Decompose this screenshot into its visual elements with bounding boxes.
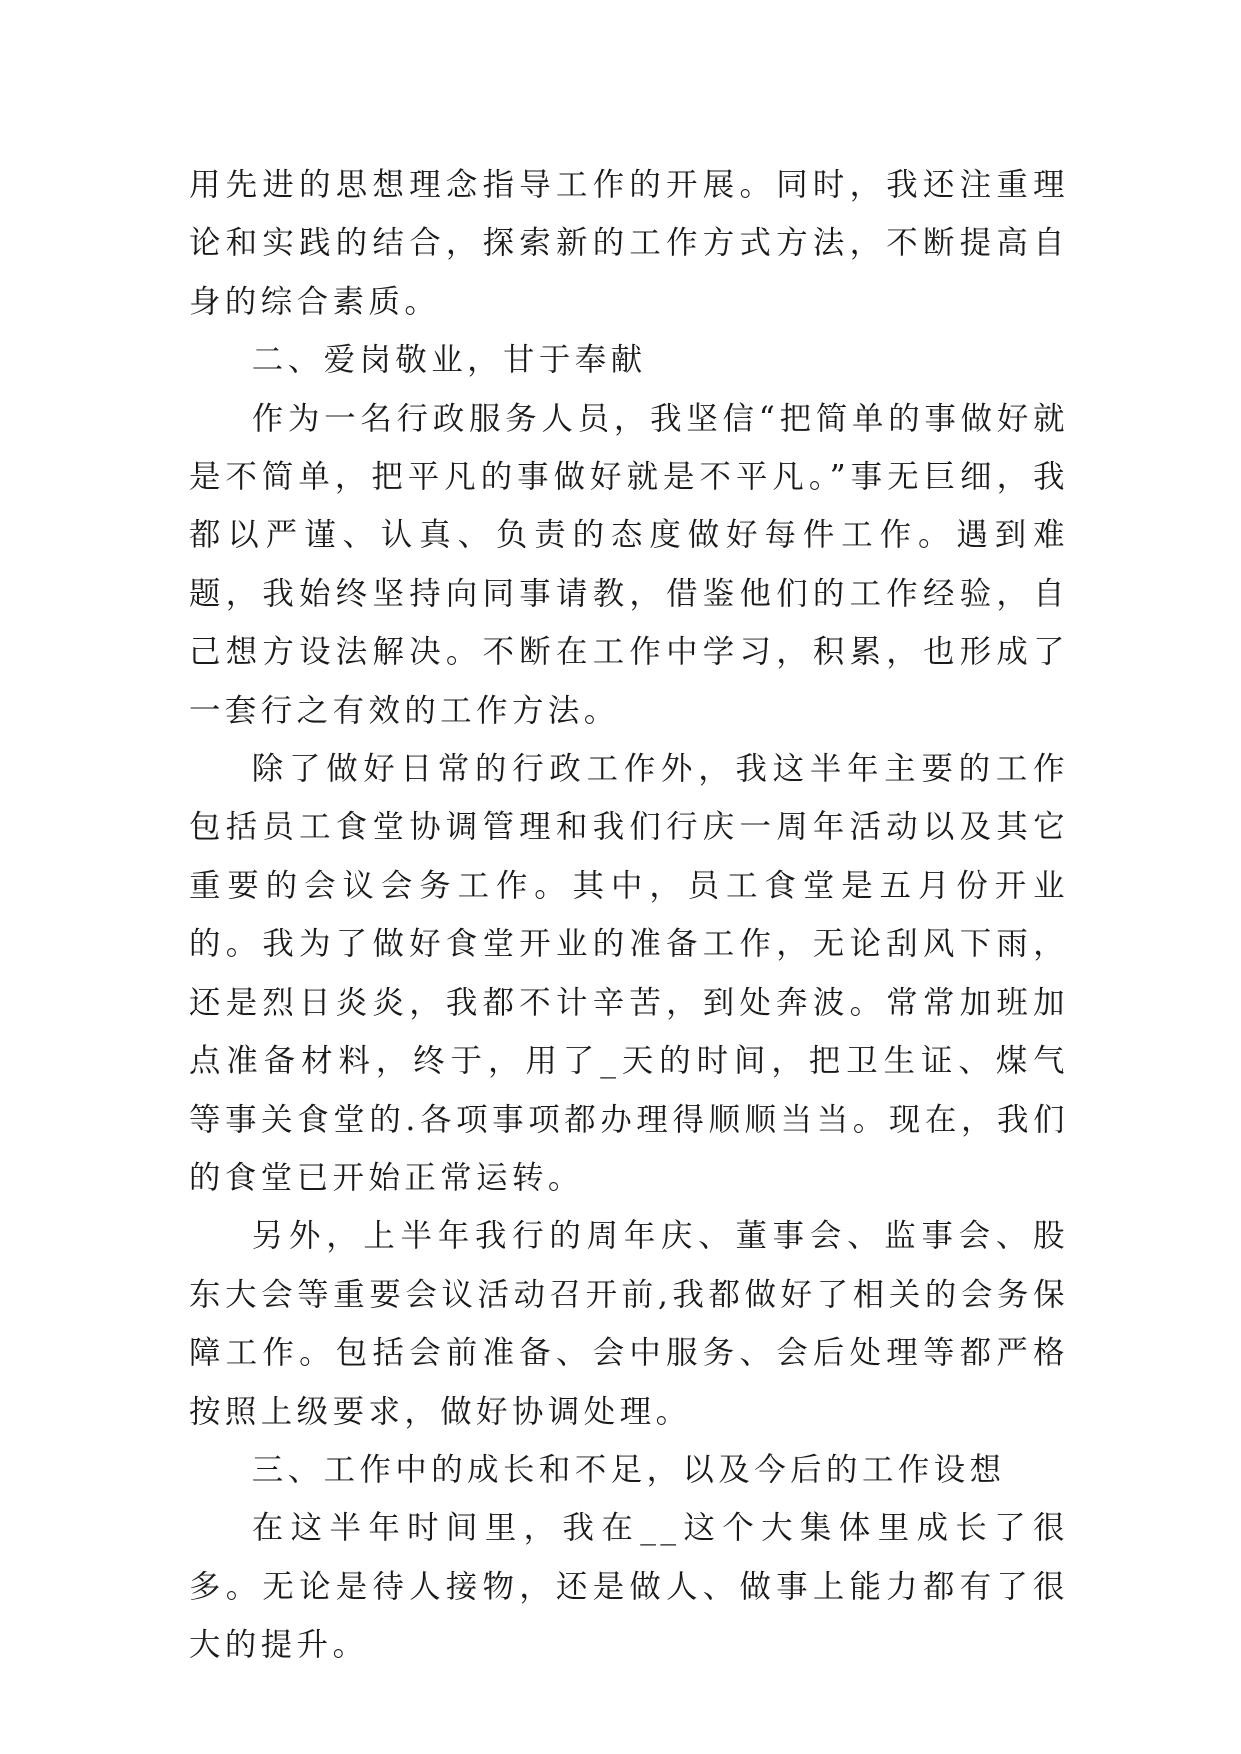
- paragraph-meetings: 另外，上半年我行的周年庆、董事会、监事会、股东大会等重要会议活动召开前,我都做好了相关的会务保障工作。包括会前准备、会中服务、会后处理等都严格按照上级要求，做好协调处理。: [189, 1218, 1069, 1430]
- document-body: [189, 156, 1069, 1675]
- paragraph-dedication: 作为一名行政服务人员，我坚信“把简单的事做好就是不简单，把平凡的事做好就是不平凡。”事无巨细，我都以严谨、认真、负责的态度做好每件工作。遇到难题，我始终坚持向同事请教，借鉴他们的工作经验，自己想方设法解决。不断在工作中学习，积累，也形成了一套行之有效的工作方法。: [189, 400, 1069, 729]
- paragraph-canteen: 除了做好日常的行政工作外，我这半年主要的工作包括员工食堂协调管理和我们行庆一周年活动以及其它重要的会议会务工作。其中，员工食堂是五月份开业的。我为了做好食堂开业的准备工作，无论刮风下雨，还是烈日炎炎，我都不计辛苦，到处奔波。常常加班加点准备材料，终于，用了_天的时间，把卫生证、煤气等事关食堂的.各项事项都办理得顺顺当当。现在，我们的食堂已开始正常运转。: [189, 751, 1069, 1196]
- paragraph-growth: 在这半年时间里，我在__这个大集体里成长了很多。无论是待人接物，还是做人、做事上能力都有了很大的提升。: [189, 1510, 1069, 1664]
- paragraph-continuation: 用先进的思想理念指导工作的开展。同时，我还注重理论和实践的结合，探索新的工作方式方法，不断提高自身的综合素质。: [189, 167, 1069, 320]
- section-heading-2: 二、爱岗敬业，甘于奉献: [251, 342, 647, 379]
- section-heading-3: 三、工作中的成长和不足，以及今后的工作设想: [251, 1451, 1006, 1488]
